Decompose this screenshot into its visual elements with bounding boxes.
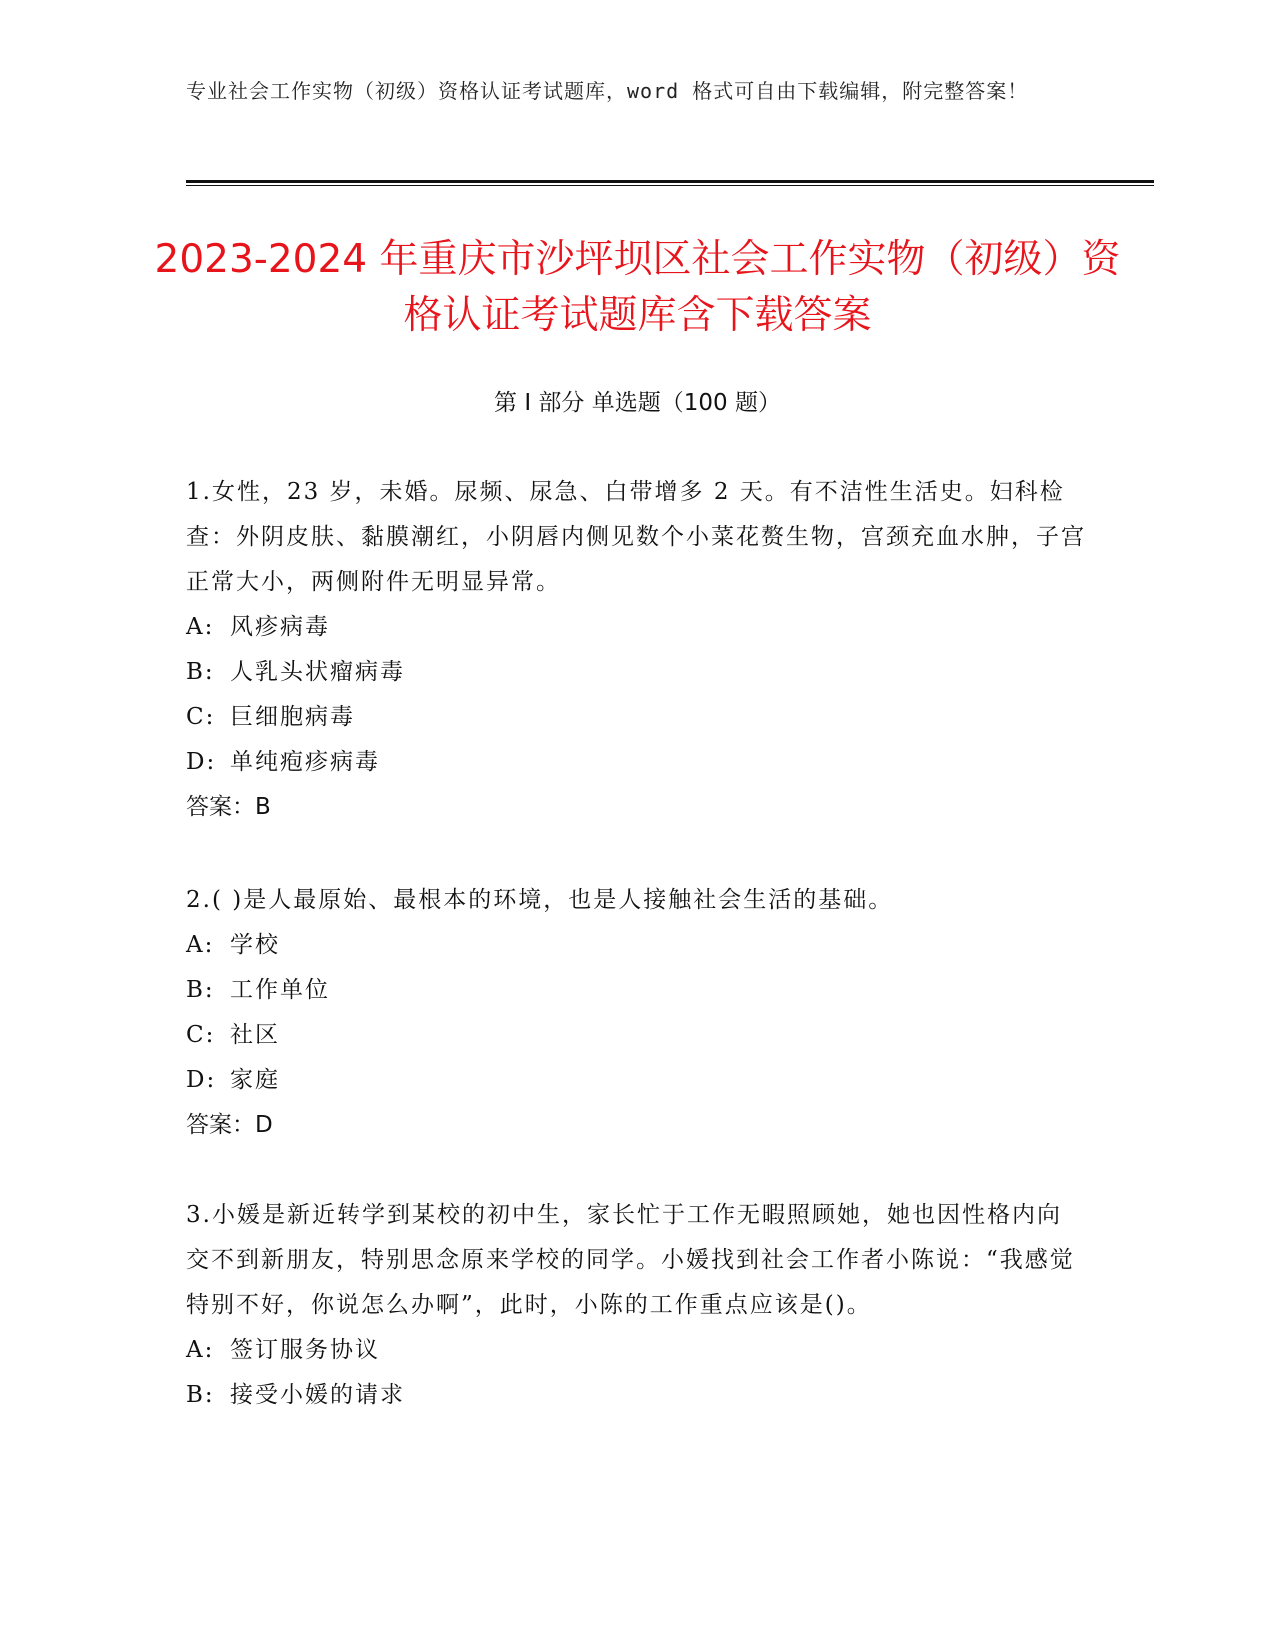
option-text: 工作单位	[230, 977, 330, 1003]
option-key: A:	[186, 614, 215, 640]
option-key: D:	[186, 749, 217, 775]
option-text: 社区	[230, 1022, 280, 1048]
option-key: B:	[186, 977, 215, 1003]
option-key: A:	[186, 932, 215, 958]
question-stem: 1.女性，23 岁，未婚。尿频、尿急、白带增多 2 天。有不洁性生活史。妇科检查：外阴皮肤、黏膜潮红，小阴唇内侧见数个小菜花赘生物，宫颈充血水肿，子宫正常大小，两侧附件无明显异常。	[186, 479, 1086, 595]
question-stem: 2.( )是人最原始、最根本的环境，也是人接触社会生活的基础。	[186, 887, 894, 913]
option-text: 人乳头状瘤病毒	[230, 659, 405, 685]
option-c	[186, 1013, 1086, 1058]
option-key: B:	[186, 1382, 215, 1408]
option-b	[186, 968, 1086, 1013]
option-a	[186, 923, 1086, 968]
question-1	[186, 470, 1086, 830]
option-key: C:	[186, 704, 216, 730]
question-2	[186, 878, 1086, 1148]
header-divider-thick	[186, 180, 1154, 183]
option-text: 签订服务协议	[230, 1337, 380, 1363]
question-3	[186, 1193, 1086, 1418]
option-key: B:	[186, 659, 215, 685]
option-text: 家庭	[230, 1067, 280, 1093]
option-d	[186, 740, 1086, 785]
option-text: 风疹病毒	[230, 614, 330, 640]
option-b	[186, 650, 1086, 695]
option-text: 学校	[230, 932, 280, 958]
question-stem: 3.小媛是新近转学到某校的初中生，家长忙于工作无暇照顾她，她也因性格内向交不到新朋友，特别思念原来学校的同学。小媛找到社会工作者小陈说：“我感觉特别不好，你说怎么办啊”，此时，小陈的工作重点应该是()。	[186, 1202, 1075, 1318]
option-a	[186, 605, 1086, 650]
option-a	[186, 1328, 1086, 1373]
answer: 答案：D	[186, 1112, 273, 1138]
option-key: A:	[186, 1337, 215, 1363]
document-title: 2023-2024 年重庆市沙坪坝区社会工作实物（初级）资格认证考试题库含下载答案	[154, 237, 1121, 338]
option-key: D:	[186, 1067, 217, 1093]
option-c	[186, 695, 1086, 740]
header-divider-thin	[186, 185, 1154, 186]
option-b	[186, 1373, 1086, 1418]
header-note: 专业社会工作实物（初级）资格认证考试题库，word 格式可自由下载编辑，附完整答案！	[186, 79, 1029, 103]
option-text: 接受小媛的请求	[230, 1382, 405, 1408]
option-text: 巨细胞病毒	[230, 704, 355, 730]
option-d	[186, 1058, 1086, 1103]
option-key: C:	[186, 1022, 216, 1048]
section-heading: 第 I 部分 单选题（100 题）	[494, 390, 781, 416]
answer: 答案：B	[186, 794, 271, 820]
option-text: 单纯疱疹病毒	[230, 749, 380, 775]
